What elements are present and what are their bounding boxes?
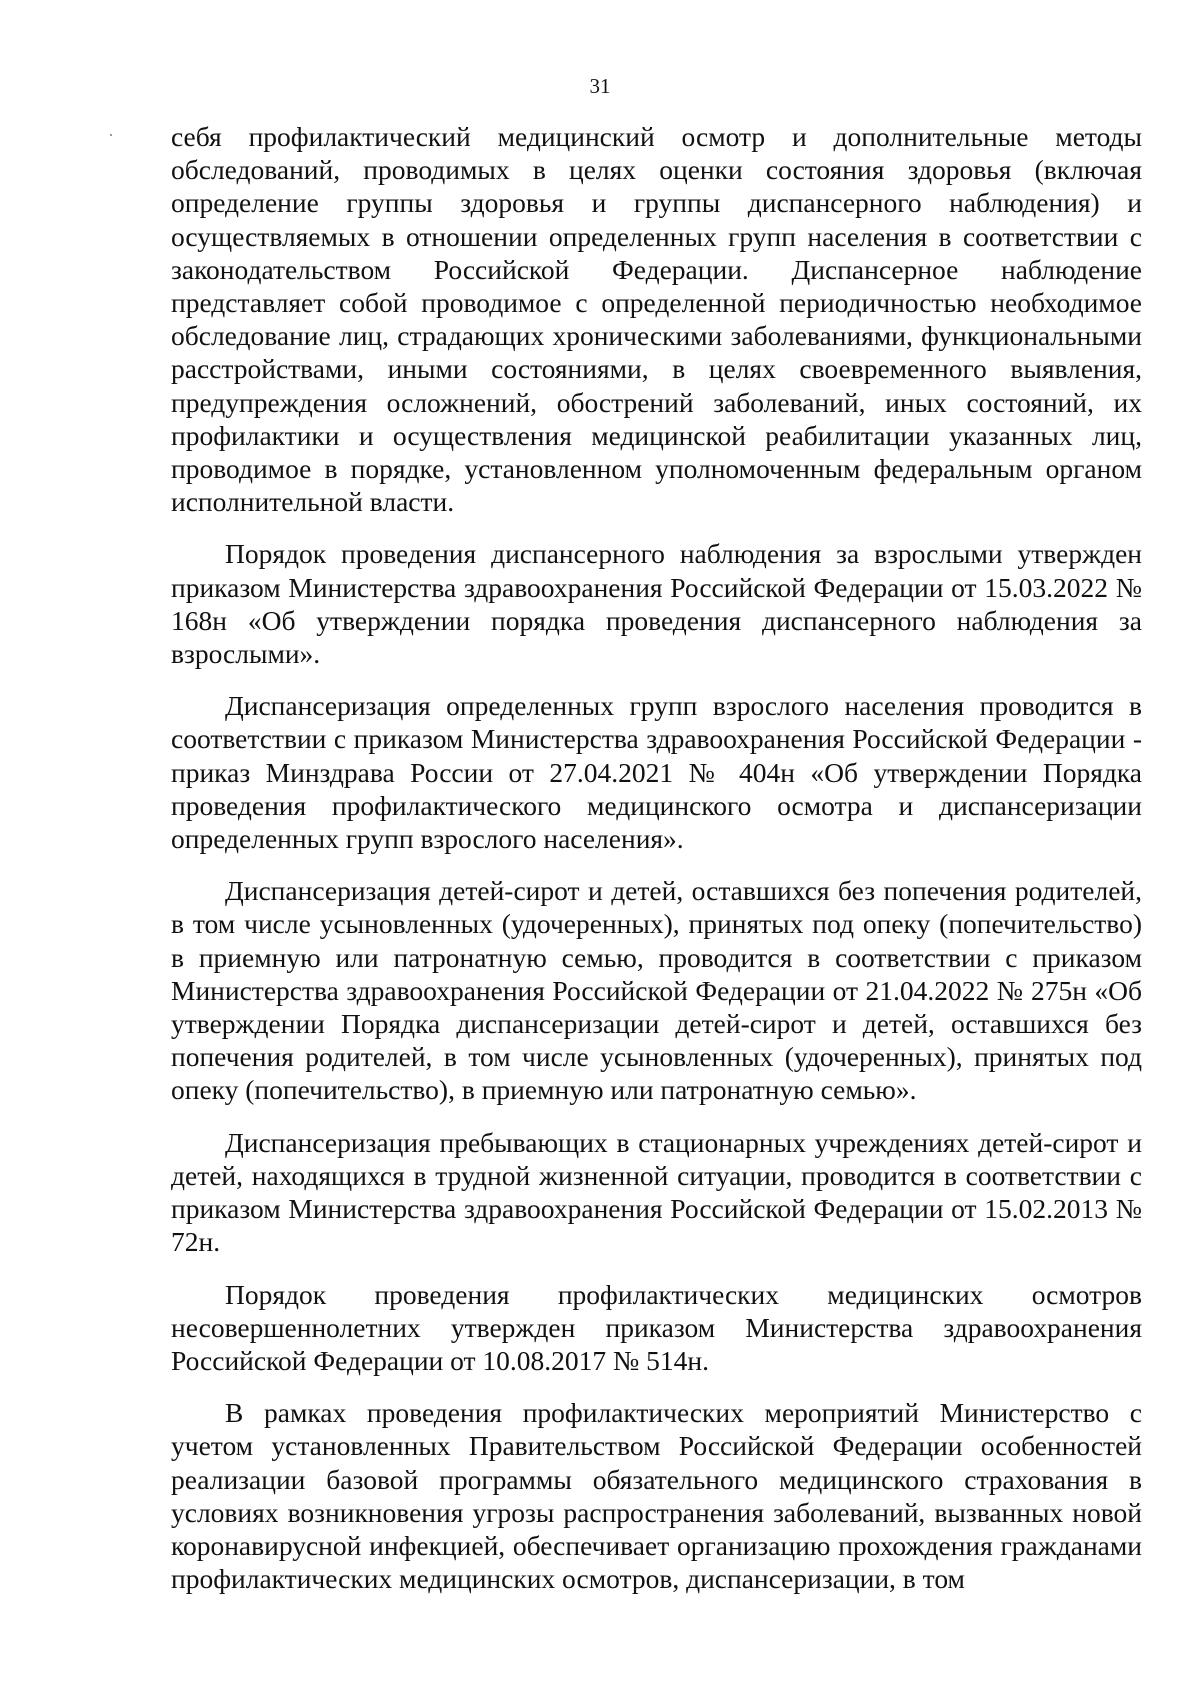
scan-mark [110, 134, 112, 136]
paragraph-minors-checkups: Порядок проведения профилактических медицинских осмотров несовершеннолетних утвержден приказом Министерства здравоохранения Российской Федерации от 10.08.2017 № 514н. [171, 1278, 1142, 1376]
paragraph-continuation: себя профилактический медицинский осмотр и дополнительные методы обследований, проводимых в целях оценки состояния здоровья (включая определение группы здоровья и группы диспансерного наблюдения) и осуществляемых в отношении определенных групп населения в соответствии с законодательством Российской Федерации. Диспансерное наблюдение представляет собой проводимое с определенной периодичностью необходимое обследование лиц, страдающих хроническими заболеваниями, функциональными расстройствами, иными состояниями, в целях своевременного выявления, предупреждения осложнений, обострений заболеваний, иных состояний, их профилактики и осуществления медицинской реабилитации указанных лиц, проводимое в порядке, установленном уполномоченным федеральным органом исполнительной власти. [171, 121, 1142, 518]
paragraph-orphans-dispensarization: Диспансеризация детей-сирот и детей, оставшихся без попечения родителей, в том числе усыновленных (удочеренных), принятых под опеку (попечительство) в приемную или патронатную семью, проводится в соответствии с приказом Министерства здравоохранения Российской Федерации от 21.04.2022 № 275н «Об утверждении Порядка диспансеризации детей-сирот и детей, оставшихся без попечения родителей, в том числе усыновленных (удочеренных), принятых под опеку (попечительство), в приемную или патронатную семью». [171, 875, 1142, 1106]
page-number: 31 [589, 74, 611, 98]
paragraph-preventive-measures: В рамках проведения профилактических мероприятий Министерство с учетом установленных Правительством Российской Федерации особенностей реализации базовой программы обязательного медицинского страхования в условиях возникновения угрозы распространения заболеваний, вызванных новой коронавирусной инфекцией, обеспечивает организацию прохождения гражданами профилактических медицинских осмотров, диспансеризации, в том [171, 1397, 1142, 1595]
document-body [171, 120, 1142, 1595]
paragraph-adult-dispensarization: Диспансеризация определенных групп взрослого населения проводится в соответствии с приказом Министерства здравоохранения Российской Федерации - приказ Минздрава России от 27.04.2021 № 404н «Об утверждении Порядка проведения профилактического медицинского осмотра и диспансеризации определенных групп взрослого населения». [171, 690, 1142, 855]
paragraph-inpatient-orphans: Диспансеризация пребывающих в стационарных учреждениях детей-сирот и детей, находящихся в трудной жизненной ситуации, проводится в соответствии с приказом Министерства здравоохранения Российской Федерации от 15.02.2013 № 72н. [171, 1126, 1142, 1258]
paragraph-adult-observation-order: Порядок проведения диспансерного наблюдения за взрослыми утвержден приказом Министерства здравоохранения Российской Федерации от 15.03.2022 № 168н «Об утверждении порядка проведения диспансерного наблюдения за взрослыми». [171, 538, 1142, 670]
